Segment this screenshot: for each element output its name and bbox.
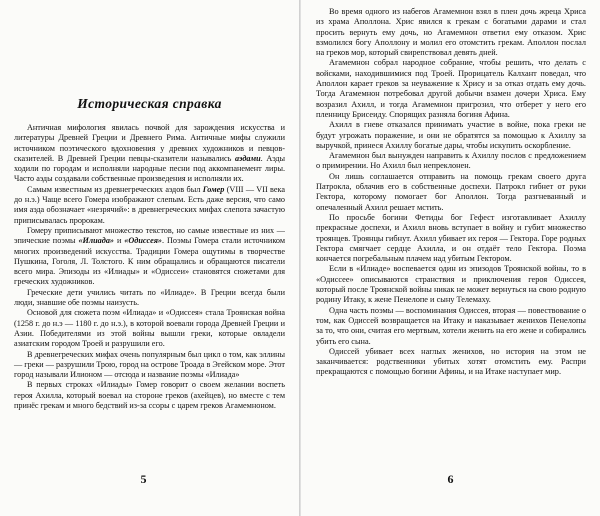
right-page xyxy=(301,0,600,516)
paragraph xyxy=(14,226,285,288)
page-number: 6 xyxy=(447,472,454,486)
text-run: Античная мифология явилась почвой для зарождения искусства и литературы Древней Греции и Древнего Рима. Античные мифы служили источником поэтического вдохновения у древних художников и певцов-сказителей. В Древней Греции певцы-сказители назывались xyxy=(14,123,285,163)
paragraph: Одиссей убивает всех наглых женихов, но история на этом не заканчивается: родственники убитых хотят отомстить ему. Распри прекращаются с помощью богини Афины, и на Итаке наступает мир. xyxy=(316,346,586,377)
paragraph xyxy=(14,350,285,381)
paragraph: Агамемнон был вынужден направить к Ахиллу послов с предложением о примирении. Но Ахилл был непреклонен. xyxy=(316,151,586,171)
section-heading: Историческая справка xyxy=(77,96,222,111)
emphasized-term: аэдами xyxy=(234,153,261,163)
paragraph: По просьбе богини Фетиды бог Гефест изготавливает Ахиллу прекрасные доспехи, и Ахилл вновь вступает в войну и губит множество троянцев. Троянцы гибнут. Ахилл убивает их героя — Гектора. Горе родных Гектора смягчает сердце Ахилла, и он отдаёт тело Гектора. Поэма кончается погребальным плачем над убитым Гектором. xyxy=(316,212,586,264)
paragraph: Агамемнон собрал народное собрание, чтобы решить, что делать с войсками, находившимися под Троей. Прорицатель Калхант поведал, что Аполлон карает греков за неуважение к Хрису и за отказ отдать ему дочь. Тогда Агамемнон потребовал другой добычи взамен дочери Хриса. Ему возразил Ахилл, и тогда Агамемнон пригрозил, что отберет у него его пленницу Брисеиду. Спорящих разняла богиня Афина. xyxy=(316,58,586,119)
text-run: Самым известным из древнегреческих аэдов был xyxy=(27,184,203,194)
emphasized-term: «Илиада» xyxy=(78,236,115,246)
emphasized-term: Гомер xyxy=(202,184,225,194)
paragraph xyxy=(14,288,285,309)
text-run: и xyxy=(114,236,125,246)
text-run: В первых строках «Илиады» Гомер говорит о своем желании воспеть героя Ахилла, который воевал на стороне греков (ахейцев), но вместе с тем принёс грекам и много бедствий из-за ссоры с царем греков Агамемноном. xyxy=(14,380,285,411)
paragraph: Он лишь соглашается отправить на помощь грекам своего друга Патрокла, облачив его в собственные доспехи. Патрокл гибнет от руки Гектора, которому помогает бог Аполлон. Тогда разгневанный и опечаленный Ахилл решает мстить. xyxy=(316,171,586,212)
text-run: Гомеру приписывают множество текстов, но самые известные из них — эпические поэмы xyxy=(14,225,285,246)
text-run: (VIII — VII века до н.э.) Чаще всего Гомера изображают слепым. Есть даже версия, что само имя аэда обозначает «незрячий»: в древнегреческих мифах слепота зачастую приписывалась пророкам. xyxy=(14,184,285,225)
left-page-body xyxy=(14,123,285,411)
paragraph xyxy=(14,123,285,185)
paragraph: Одна часть поэмы — воспоминания Одиссея, вторая — повествование о том, как Одиссей возвращается на Итаку и наказывает женихов Пенелопы за то, что они, считая его мертвым, хотели женить на его жене и собирались убить его сына. xyxy=(316,305,586,346)
paragraph xyxy=(14,185,285,226)
text-run: . Аэды ходили по городам и исполняли народные песни под аккомпанемент лиры. Часто аэды создавали собственные произведения и исполняли их. xyxy=(14,153,285,184)
text-run: Основой для сюжета поэм «Илиада» и «Одиссея» стала Троянская война (1258 г. до н.э — 1180 г. до н.э.), в которой воевали города Древней Греции и Азии. Победителями из этой войны вышли греки, которые овладели азиатским городом Троей и разрушили его. xyxy=(14,308,285,349)
page-number: 5 xyxy=(140,472,147,486)
text-run: В древнегреческих мифах очень популярным был цикл о том, как эллины — греки — разрушили Трою, город на острове Троада в Эгейском море. Этот город называли Илионом — отсюда и название поэмы «Илиада» xyxy=(14,349,285,380)
paragraph: Ахилл в гневе отказался принимать участие в войне, пока греки не будут угрожать поражение, и они не обратятся за помощью к Ахиллу за выручкой, принеся Ахиллу богатые дары, чтобы искупить оскорбление. xyxy=(316,120,586,150)
left-page xyxy=(0,0,299,516)
text-run: Греческие дети учились читать по «Илиаде». В Греции всегда были люди, знавшие обе поэмы наизусть. xyxy=(14,287,285,308)
paragraph xyxy=(14,380,285,411)
text-run: . Поэмы Гомера стали источником многих произведений искусства. Традиции Гомера ощутимы в творчестве Пушкина, Гоголя, Л. Толстого. К ним обращались и обращаются писатели всего мира. Эпизоды из «Илиады» и «Одиссеи» становятся сюжетами для греческих художников. xyxy=(14,236,285,287)
paragraph: Если в «Илиаде» воспевается один из эпизодов Троянской войны, то в «Одиссее» описываются странствия и приключения героя Одиссея, который после Троянской войны никак не может вернуться на свою родную родину Итаку, к жене Пенелопе и сыну Телемаху. xyxy=(316,264,586,305)
emphasized-term: «Одиссея» xyxy=(124,236,163,246)
paragraph xyxy=(14,308,285,349)
paragraph: Во время одного из набегов Агамемнон взял в плен дочь жреца Хриса из храма Аполлона. Хрис явился к грекам с богатыми дарами и стал просить вернуть ему дочь, но Агамемнон ответил ему отказом. Хрис взмолился богу Аполлону и молил его отомстить грекам. Аполлон послал на греков мор, который свирепствовал девять дней. xyxy=(316,7,586,58)
right-page-body xyxy=(316,7,586,378)
